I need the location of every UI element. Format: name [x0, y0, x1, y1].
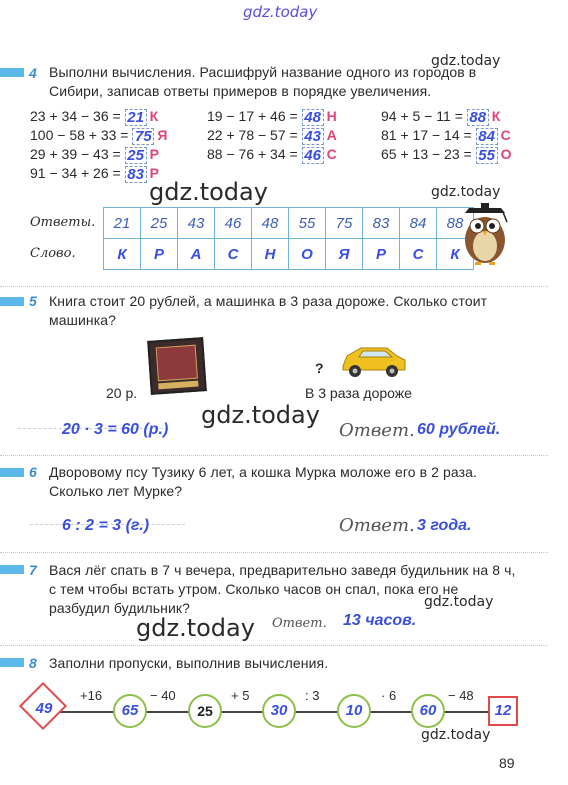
letter-cell: Р [141, 239, 178, 270]
end-square: 12 [488, 696, 518, 726]
letter-cell: К [437, 239, 474, 270]
task-number: 7 [29, 562, 37, 578]
solution-5: 20 · 3 = 60 (р.) [62, 421, 169, 438]
chain-node: 10 [337, 694, 371, 728]
answer-label-7: Ответ. [272, 616, 327, 631]
book-price: 20 р. [106, 385, 138, 401]
watermark: gdz.today [431, 53, 501, 69]
answer-cell: 21 [104, 208, 141, 239]
answer-box: 55 [476, 147, 498, 164]
answer-box: 75 [132, 128, 154, 145]
task-number: 4 [29, 65, 37, 81]
letter-cell: Р [363, 239, 400, 270]
letter-cell: Н [252, 239, 289, 270]
letter-cell: Я [326, 239, 363, 270]
cipher-table [103, 207, 474, 270]
answer-box: 88 [467, 109, 489, 126]
divider [0, 552, 548, 553]
watermark-top: gdz.today [243, 3, 318, 21]
answer-6: 3 года. [417, 517, 472, 534]
word-row [104, 239, 474, 270]
answer-box: 43 [302, 128, 324, 145]
example: 91 − 34 + 26 = 83 Р [30, 165, 159, 183]
answer-cell: 25 [141, 208, 178, 239]
answer-cell: 48 [252, 208, 289, 239]
watermark: gdz.today [421, 727, 491, 743]
task-number: 8 [29, 655, 37, 671]
divider [0, 455, 548, 456]
watermark: gdz.today [424, 594, 494, 610]
answer-box: 84 [476, 128, 498, 145]
divider [0, 645, 548, 646]
answer-box: 83 [125, 166, 147, 183]
answer-box: 46 [302, 147, 324, 164]
answers-row [104, 208, 474, 239]
letter-cell: С [215, 239, 252, 270]
operation-label: + 5 [231, 688, 250, 703]
task-marker [0, 658, 24, 667]
task-marker [0, 565, 24, 574]
chain-node: 65 [113, 694, 147, 728]
chain-node: 25 [188, 694, 222, 728]
example: 29 + 39 − 43 = 25 Р [30, 146, 159, 164]
task-marker [0, 297, 24, 306]
example: 22 + 78 − 57 = 43 А [207, 127, 337, 145]
answer-cell: 83 [363, 208, 400, 239]
task-number: 6 [29, 464, 37, 480]
operation-label: : 3 [305, 688, 320, 703]
answer-cell: 84 [400, 208, 437, 239]
car-price-caption: В 3 раза дороже [305, 385, 412, 401]
answers-label: Ответы. [30, 215, 96, 230]
task-marker [0, 68, 24, 77]
watermark: gdz.today [149, 178, 268, 206]
letter-cell: К [104, 239, 141, 270]
question-mark: ? [315, 360, 324, 376]
task-text: Дворовому псу Тузику 6 лет, а кошка Мурка моложе его в 2 раза. Сколько лет Мурке? [49, 464, 478, 499]
example: 100 − 58 + 33 = 75 Я [30, 127, 168, 145]
task-text: Заполни пропуски, выполнив вычисления. [49, 655, 329, 671]
operation-label: · 6 [381, 688, 397, 703]
toy-car-icon [337, 340, 409, 380]
example: 94 + 5 − 11 = 88 К [381, 108, 501, 126]
letter-cell: О [289, 239, 326, 270]
chain-node: 60 [411, 694, 445, 728]
answer-cell: 46 [215, 208, 252, 239]
watermark: gdz.today [431, 184, 501, 200]
operation-label: − 48 [448, 688, 474, 703]
task-number: 5 [29, 293, 37, 309]
answer-box: 25 [125, 147, 147, 164]
watermark: gdz.today [136, 614, 255, 642]
answer-7: 13 часов. [343, 612, 417, 629]
answer-label-5: Ответ. [339, 420, 415, 441]
operation-label: +16 [80, 688, 103, 703]
answer-label-6: Ответ. [339, 515, 415, 536]
watermark: gdz.today [201, 401, 320, 429]
solution-6: 6 : 2 = 3 (г.) [62, 517, 150, 534]
answer-box: 48 [302, 109, 324, 126]
example: 88 − 76 + 34 = 46 С [207, 146, 337, 164]
start-value: 49 [35, 700, 53, 717]
word-label: Слово. [30, 246, 76, 261]
task-text: Выполни вычисления. Расшифруй название одного из городов в Сибири, записав ответы примеров в порядке увеличения. [49, 64, 477, 99]
task-text: Книга стоит 20 рублей, а машинка в 3 раза дороже. Сколько стоит машинка? [49, 293, 488, 328]
answer-cell: 55 [289, 208, 326, 239]
answer-cell: 88 [437, 208, 474, 239]
example: 19 − 17 + 46 = 48 Н [207, 108, 337, 126]
owl-icon [455, 200, 515, 266]
letter-cell: А [178, 239, 215, 270]
task-text: Вася лёг спать в 7 ч вечера, предварительно заведя будильник на 8 ч, с тем чтобы встать утром. Сколько часов он спал, пока его не разбудил будильник? [49, 562, 516, 616]
letter-cell: С [400, 239, 437, 270]
answer-cell: 43 [178, 208, 215, 239]
operation-label: − 40 [150, 688, 176, 703]
answer-5: 60 рублей. [417, 421, 501, 438]
page-number: 89 [499, 755, 515, 771]
answer-cell: 75 [326, 208, 363, 239]
example: 23 + 34 − 36 = 21 К [30, 108, 159, 126]
task-marker [0, 468, 24, 477]
book-icon [147, 337, 207, 395]
example: 81 + 17 − 14 = 84 С [381, 127, 511, 145]
divider [0, 286, 548, 287]
example: 65 + 13 − 23 = 55 О [381, 146, 512, 164]
answer-box: 21 [125, 109, 147, 126]
chain-node: 30 [262, 694, 296, 728]
